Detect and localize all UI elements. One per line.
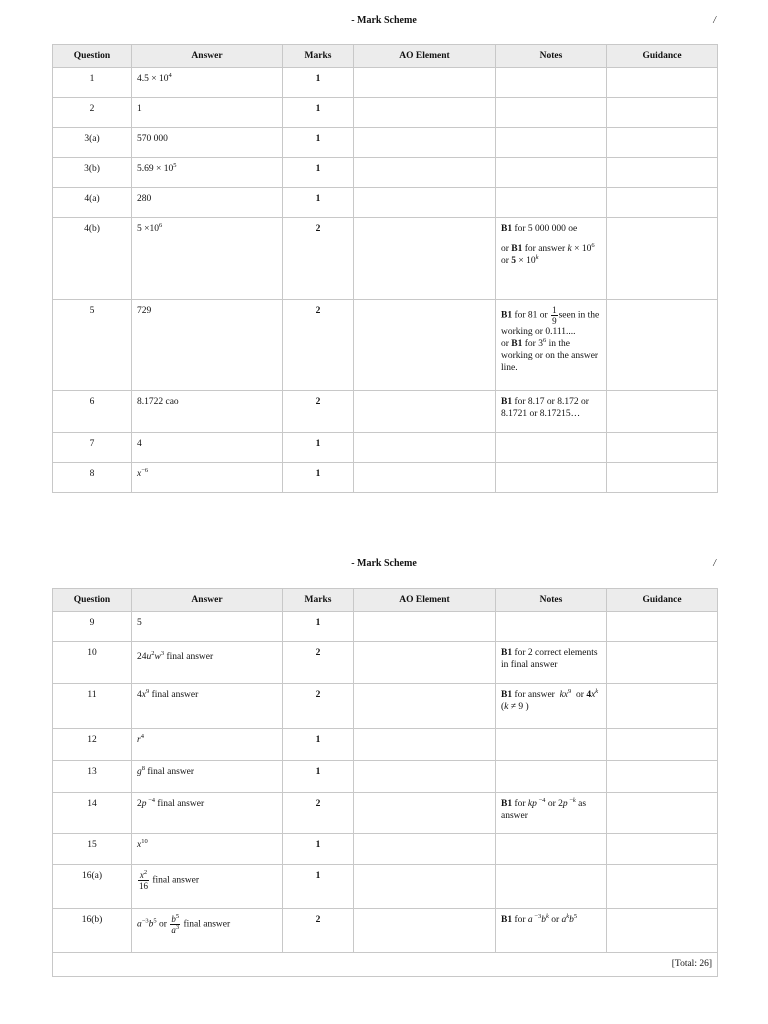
table-row [53, 128, 718, 158]
table-row [53, 729, 718, 761]
table-row [53, 793, 718, 834]
ao-cell [354, 612, 496, 642]
question-cell: 15 [53, 834, 132, 865]
question-cell: 9 [53, 612, 132, 642]
marks-cell: 1 [283, 612, 354, 642]
answer-cell: 280 [132, 188, 283, 218]
question-cell: 10 [53, 642, 132, 684]
question-cell: 14 [53, 793, 132, 834]
column-header: Notes [496, 45, 607, 68]
guidance-cell [607, 463, 718, 493]
guidance-cell [607, 218, 718, 300]
question-cell: 11 [53, 684, 132, 729]
question-cell: 13 [53, 761, 132, 793]
column-header: AO Element [354, 589, 496, 612]
ao-cell [354, 642, 496, 684]
notes-cell [496, 433, 607, 463]
notes-cell [496, 761, 607, 793]
header-slash: / [713, 558, 716, 569]
guidance-cell [607, 68, 718, 98]
table-row [53, 463, 718, 493]
marks-cell: 1 [283, 188, 354, 218]
ao-cell [354, 761, 496, 793]
question-cell: 7 [53, 433, 132, 463]
answer-cell: $5.69 \times 10^5$ [132, 158, 283, 188]
guidance-cell [607, 300, 718, 391]
notes-cell: B1 for 81 or $\frac{1}{9}$ seen in the working or 0.111.... or B1 for $3^6$ in the working or on the answer line. [496, 300, 607, 391]
notes-cell [496, 729, 607, 761]
notes-cell [496, 98, 607, 128]
answer-cell: $\frac{x^2}{16}$ final answer [132, 865, 283, 909]
question-cell: 3(b) [53, 158, 132, 188]
guidance-cell [607, 433, 718, 463]
ao-cell [354, 909, 496, 953]
column-header: Answer [132, 45, 283, 68]
marks-cell: 2 [283, 300, 354, 391]
table-row [53, 865, 718, 909]
marks-cell: 1 [283, 433, 354, 463]
guidance-cell [607, 761, 718, 793]
notes-cell [496, 128, 607, 158]
page-header-2 [52, 558, 716, 572]
ao-cell [354, 98, 496, 128]
guidance-cell [607, 909, 718, 953]
table-row [53, 684, 718, 729]
column-header: Guidance [607, 589, 718, 612]
ao-cell [354, 218, 496, 300]
guidance-cell [607, 793, 718, 834]
answer-cell: 1 [132, 98, 283, 128]
answer-cell: $x^{-6}$ [132, 463, 283, 493]
answer-cell: 8.1722 cao [132, 391, 283, 433]
notes-cell [496, 158, 607, 188]
answer-cell: $4x^9$ final answer [132, 684, 283, 729]
table-row [53, 433, 718, 463]
notes-cell [496, 612, 607, 642]
table-row [53, 158, 718, 188]
table-row [53, 98, 718, 128]
table-row [53, 834, 718, 865]
page-header-1 [52, 15, 716, 29]
marks-cell: 2 [283, 793, 354, 834]
ao-cell [354, 865, 496, 909]
ao-cell [354, 391, 496, 433]
page-title: - Mark Scheme [351, 15, 417, 26]
answer-cell: $5 \times 10^6$ [132, 218, 283, 300]
mark-scheme-table-1 [52, 44, 718, 493]
question-cell: 6 [53, 391, 132, 433]
answer-cell: $24u^2w^3$ final answer [132, 642, 283, 684]
ao-cell [354, 188, 496, 218]
table-row [53, 188, 718, 218]
question-cell: 4(b) [53, 218, 132, 300]
marks-cell: 1 [283, 463, 354, 493]
answer-cell: $x^{10}$ [132, 834, 283, 865]
header-slash: / [713, 15, 716, 26]
guidance-cell [607, 188, 718, 218]
marks-cell: 1 [283, 761, 354, 793]
question-cell: 2 [53, 98, 132, 128]
table-header-row [53, 45, 718, 68]
table-row [53, 761, 718, 793]
marks-cell: 2 [283, 391, 354, 433]
marks-cell: 2 [283, 909, 354, 953]
table-header-row [53, 589, 718, 612]
marks-cell: 1 [283, 834, 354, 865]
marks-cell: 1 [283, 158, 354, 188]
column-header: Guidance [607, 45, 718, 68]
column-header: Notes [496, 589, 607, 612]
notes-cell [496, 68, 607, 98]
table-row [53, 909, 718, 953]
answer-cell: $g^8$ final answer [132, 761, 283, 793]
question-cell: 8 [53, 463, 132, 493]
notes-cell [496, 188, 607, 218]
marks-cell: 1 [283, 729, 354, 761]
guidance-cell [607, 158, 718, 188]
answer-cell: $a^{-3}b^5$ or $\frac{b^5}{a^3}$ final answer [132, 909, 283, 953]
answer-cell: 729 [132, 300, 283, 391]
page-title: - Mark Scheme [351, 558, 417, 569]
table-row [53, 68, 718, 98]
marks-cell: 2 [283, 684, 354, 729]
column-header: Marks [283, 45, 354, 68]
guidance-cell [607, 612, 718, 642]
ao-cell [354, 68, 496, 98]
total-marks: [Total: 26] [53, 953, 718, 977]
question-cell: 5 [53, 300, 132, 391]
ao-cell [354, 684, 496, 729]
question-cell: 4(a) [53, 188, 132, 218]
column-header: AO Element [354, 45, 496, 68]
guidance-cell [607, 729, 718, 761]
ao-cell [354, 729, 496, 761]
table-row [53, 391, 718, 433]
notes-cell [496, 834, 607, 865]
guidance-cell [607, 684, 718, 729]
question-cell: 3(a) [53, 128, 132, 158]
guidance-cell [607, 128, 718, 158]
answer-cell: 4 [132, 433, 283, 463]
notes-cell: B1 for kp $^{-4}$ or 2p $^{-k}$ as answer [496, 793, 607, 834]
mark-scheme-table-2 [52, 588, 718, 977]
answer-cell: $r^4$ [132, 729, 283, 761]
guidance-cell [607, 642, 718, 684]
question-cell: 16(b) [53, 909, 132, 953]
total-row [53, 953, 718, 977]
answer-cell: 570 000 [132, 128, 283, 158]
table-row [53, 218, 718, 300]
marks-cell: 2 [283, 218, 354, 300]
column-header: Answer [132, 589, 283, 612]
question-cell: 16(a) [53, 865, 132, 909]
ao-cell [354, 834, 496, 865]
ao-cell [354, 158, 496, 188]
table-row [53, 642, 718, 684]
notes-cell: B1 for 5 000 000 oe or B1 for answer $k \times 10^6$ or $5 \times 10^k$ [496, 218, 607, 300]
ao-cell [354, 433, 496, 463]
answer-cell: 2p $^{-4}$ final answer [132, 793, 283, 834]
notes-cell: B1 for 8.17 or 8.172 or 8.1721 or 8.17215… [496, 391, 607, 433]
question-cell: 1 [53, 68, 132, 98]
notes-cell: B1 for answer $kx^9$ or $4x^k$ (k ≠ 9 ) [496, 684, 607, 729]
answer-cell: 5 [132, 612, 283, 642]
ao-cell [354, 300, 496, 391]
marks-cell: 1 [283, 68, 354, 98]
guidance-cell [607, 865, 718, 909]
ao-cell [354, 463, 496, 493]
guidance-cell [607, 834, 718, 865]
table-row [53, 300, 718, 391]
marks-cell: 1 [283, 865, 354, 909]
column-header: Question [53, 589, 132, 612]
notes-cell [496, 463, 607, 493]
notes-cell: B1 for 2 correct elements in final answer [496, 642, 607, 684]
marks-cell: 1 [283, 98, 354, 128]
column-header: Marks [283, 589, 354, 612]
marks-cell: 2 [283, 642, 354, 684]
guidance-cell [607, 391, 718, 433]
table-row [53, 612, 718, 642]
guidance-cell [607, 98, 718, 128]
column-header: Question [53, 45, 132, 68]
ao-cell [354, 793, 496, 834]
notes-cell: B1 for a $^{-3}b^k$ or $a^kb^5$ [496, 909, 607, 953]
ao-cell [354, 128, 496, 158]
notes-cell [496, 865, 607, 909]
marks-cell: 1 [283, 128, 354, 158]
question-cell: 12 [53, 729, 132, 761]
answer-cell: $4.5 \times 10^4$ [132, 68, 283, 98]
